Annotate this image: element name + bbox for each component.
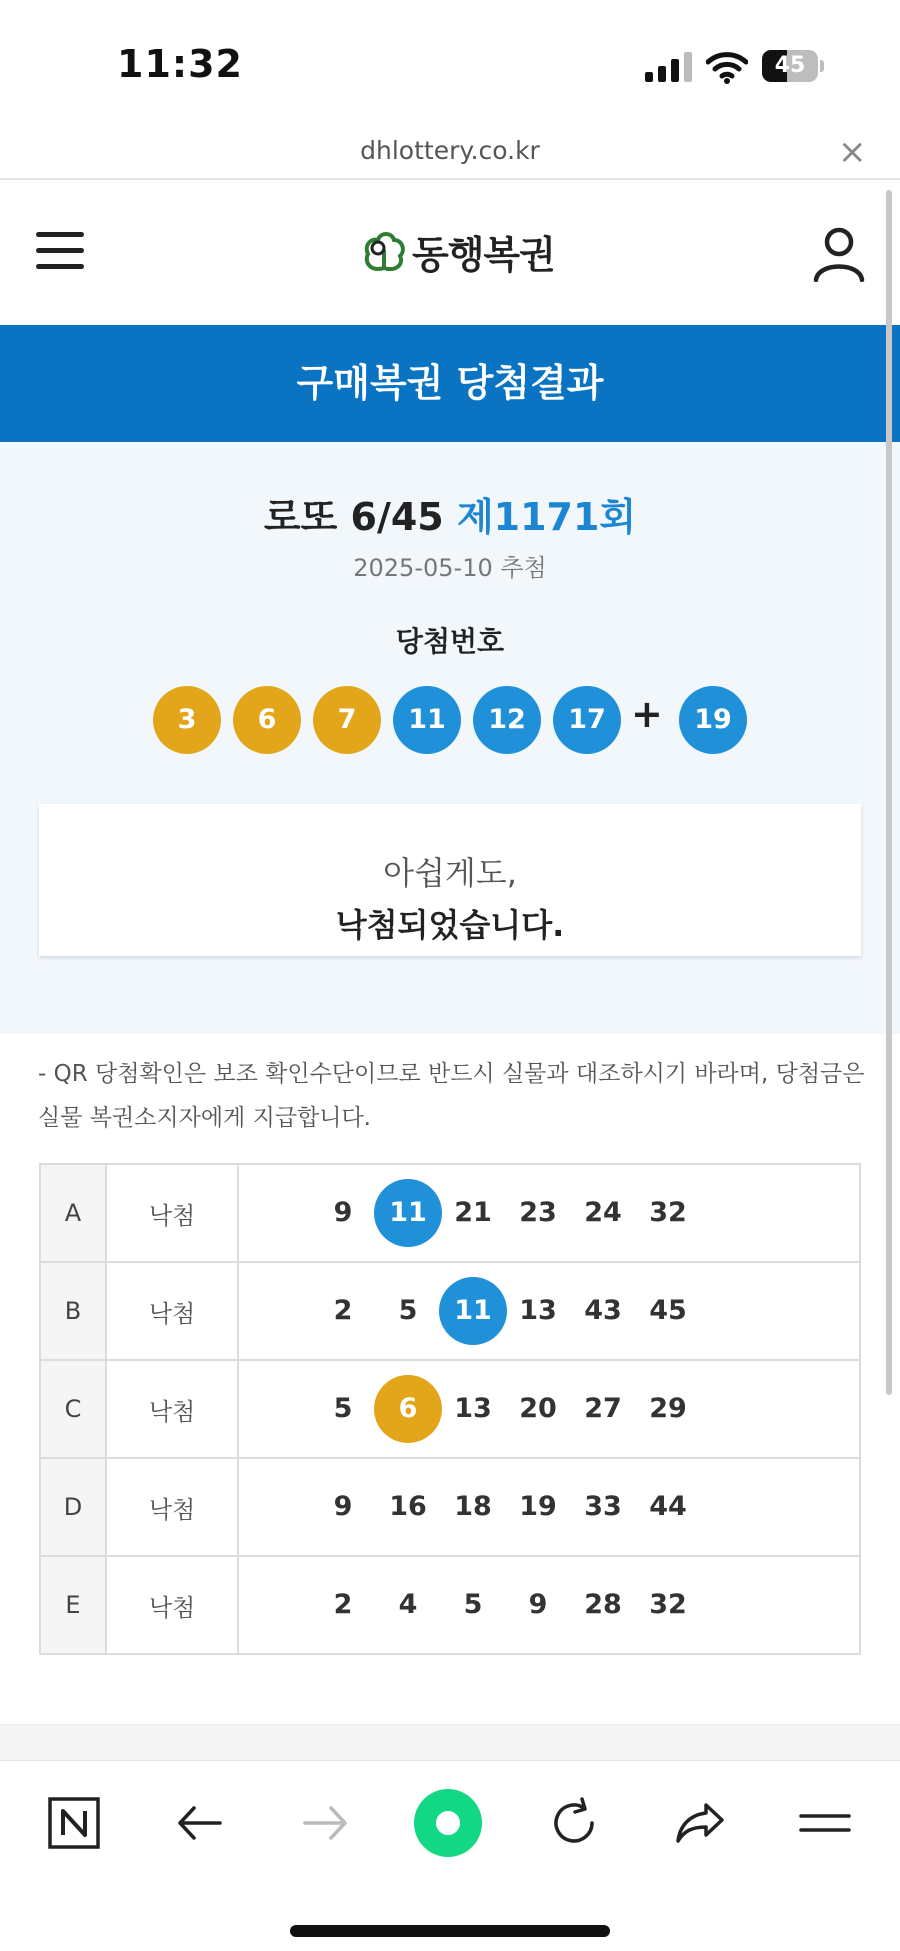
winning-ball: 11 xyxy=(393,686,461,754)
game-label: D xyxy=(40,1458,106,1556)
back-arrow-icon[interactable] xyxy=(170,1793,230,1853)
ticket-number: 2 xyxy=(333,1589,353,1620)
page-title: 구매복권 당첨결과 xyxy=(296,361,604,405)
battery-indicator xyxy=(762,50,824,82)
scrollbar[interactable] xyxy=(886,190,892,1395)
game-label: B xyxy=(40,1262,106,1360)
game-name: 로또 6/45 xyxy=(263,495,444,539)
site-logo[interactable] xyxy=(362,226,555,276)
winning-ball: 12 xyxy=(473,686,541,754)
green-dot-icon[interactable] xyxy=(412,1787,484,1859)
ticket-number: 9 xyxy=(333,1491,353,1522)
ticket-numbers xyxy=(238,1164,860,1262)
ticket-table xyxy=(39,1163,861,1655)
plus-sign: + xyxy=(631,692,663,736)
close-icon[interactable]: × xyxy=(838,132,867,172)
table-row xyxy=(40,1360,860,1458)
winning-numbers-label: 당첨번호 xyxy=(395,625,505,658)
game-result: 낙첨 xyxy=(106,1360,238,1458)
ticket-number: 2 xyxy=(333,1295,353,1326)
ticket-number: 27 xyxy=(584,1393,622,1424)
ticket-number: 9 xyxy=(333,1197,353,1228)
result-message-line1: 아쉽게도, xyxy=(383,854,517,892)
game-result: 낙첨 xyxy=(106,1164,238,1262)
ticket-number: 29 xyxy=(649,1393,687,1424)
wifi-icon xyxy=(706,50,748,84)
ticket-number: 32 xyxy=(649,1197,687,1228)
naver-icon[interactable] xyxy=(44,1793,104,1853)
logo-text: 동행복권 xyxy=(412,232,555,277)
table-row xyxy=(40,1556,860,1654)
ticket-number: 32 xyxy=(649,1589,687,1620)
game-label: C xyxy=(40,1360,106,1458)
ticket-number: 5 xyxy=(398,1295,418,1326)
logo-icon xyxy=(362,228,406,274)
site-header xyxy=(0,182,900,325)
game-label: E xyxy=(40,1556,106,1654)
reload-icon[interactable] xyxy=(544,1793,604,1853)
ticket-numbers xyxy=(238,1458,860,1556)
game-result: 낙첨 xyxy=(106,1458,238,1556)
table-row xyxy=(40,1164,860,1262)
winning-ball: 7 xyxy=(313,686,381,754)
winning-ball: 3 xyxy=(153,686,221,754)
draw-date: 2025-05-10 추첨 xyxy=(353,554,547,582)
table-row xyxy=(40,1458,860,1556)
ticket-number: 20 xyxy=(519,1393,557,1424)
ticket-number: 5 xyxy=(463,1589,483,1620)
game-label: A xyxy=(40,1164,106,1262)
round-number: 제1171회 xyxy=(456,495,637,539)
game-result: 낙첨 xyxy=(106,1556,238,1654)
ticket-number: 13 xyxy=(454,1393,492,1424)
ticket-number: 9 xyxy=(528,1589,548,1620)
menu-icon[interactable] xyxy=(36,230,84,270)
browser-toolbar xyxy=(0,1760,900,1951)
page-footer xyxy=(0,1724,900,1760)
ticket-number: 18 xyxy=(454,1491,492,1522)
status-bar xyxy=(0,0,900,130)
menu-lines-icon[interactable] xyxy=(795,1793,855,1853)
ticket-numbers xyxy=(238,1360,860,1458)
ticket-number: 44 xyxy=(649,1491,687,1522)
ticket-number: 24 xyxy=(584,1197,622,1228)
url-text[interactable]: dhlottery.co.kr xyxy=(360,136,540,165)
result-message-card xyxy=(39,804,861,956)
url-bar[interactable] xyxy=(0,130,900,180)
notice-text: - QR 당첨확인은 보조 확인수단이므로 반드시 실물과 대조하시기 바라며, 당첨금은 실물 복권소지자에게 지급합니다. xyxy=(38,1061,865,1131)
user-icon[interactable] xyxy=(812,226,866,282)
ticket-number: 43 xyxy=(584,1295,622,1326)
ticket-number: 13 xyxy=(519,1295,557,1326)
result-message-line2: 낙첨되었습니다. xyxy=(335,906,565,944)
home-indicator xyxy=(290,1925,610,1937)
game-result: 낙첨 xyxy=(106,1262,238,1360)
table-row xyxy=(40,1262,860,1360)
ticket-numbers xyxy=(238,1556,860,1654)
share-icon[interactable] xyxy=(670,1793,730,1853)
ticket-number: 4 xyxy=(398,1589,418,1620)
forward-arrow-icon[interactable] xyxy=(295,1793,355,1853)
ticket-number: 33 xyxy=(584,1491,622,1522)
winning-ball: 17 xyxy=(553,686,621,754)
battery-level: 45 xyxy=(774,53,806,78)
ticket-number: 45 xyxy=(649,1295,687,1326)
ticket-number-matched: 11 xyxy=(374,1179,442,1247)
ticket-numbers xyxy=(238,1262,860,1360)
bonus-ball: 19 xyxy=(679,686,747,754)
result-area xyxy=(0,442,900,1034)
ticket-number: 5 xyxy=(333,1393,353,1424)
ticket-number: 16 xyxy=(389,1491,427,1522)
ticket-number-matched: 11 xyxy=(439,1277,507,1345)
ticket-number: 23 xyxy=(519,1197,557,1228)
ticket-number: 19 xyxy=(519,1491,557,1522)
cellular-signal-icon xyxy=(645,52,693,82)
draw-title xyxy=(0,486,900,541)
winning-ball: 6 xyxy=(233,686,301,754)
page-title-bar xyxy=(0,325,900,442)
ticket-number: 28 xyxy=(584,1589,622,1620)
ticket-number-matched: 6 xyxy=(374,1375,442,1443)
ticket-number: 21 xyxy=(454,1197,492,1228)
status-time: 11:32 xyxy=(117,42,243,86)
